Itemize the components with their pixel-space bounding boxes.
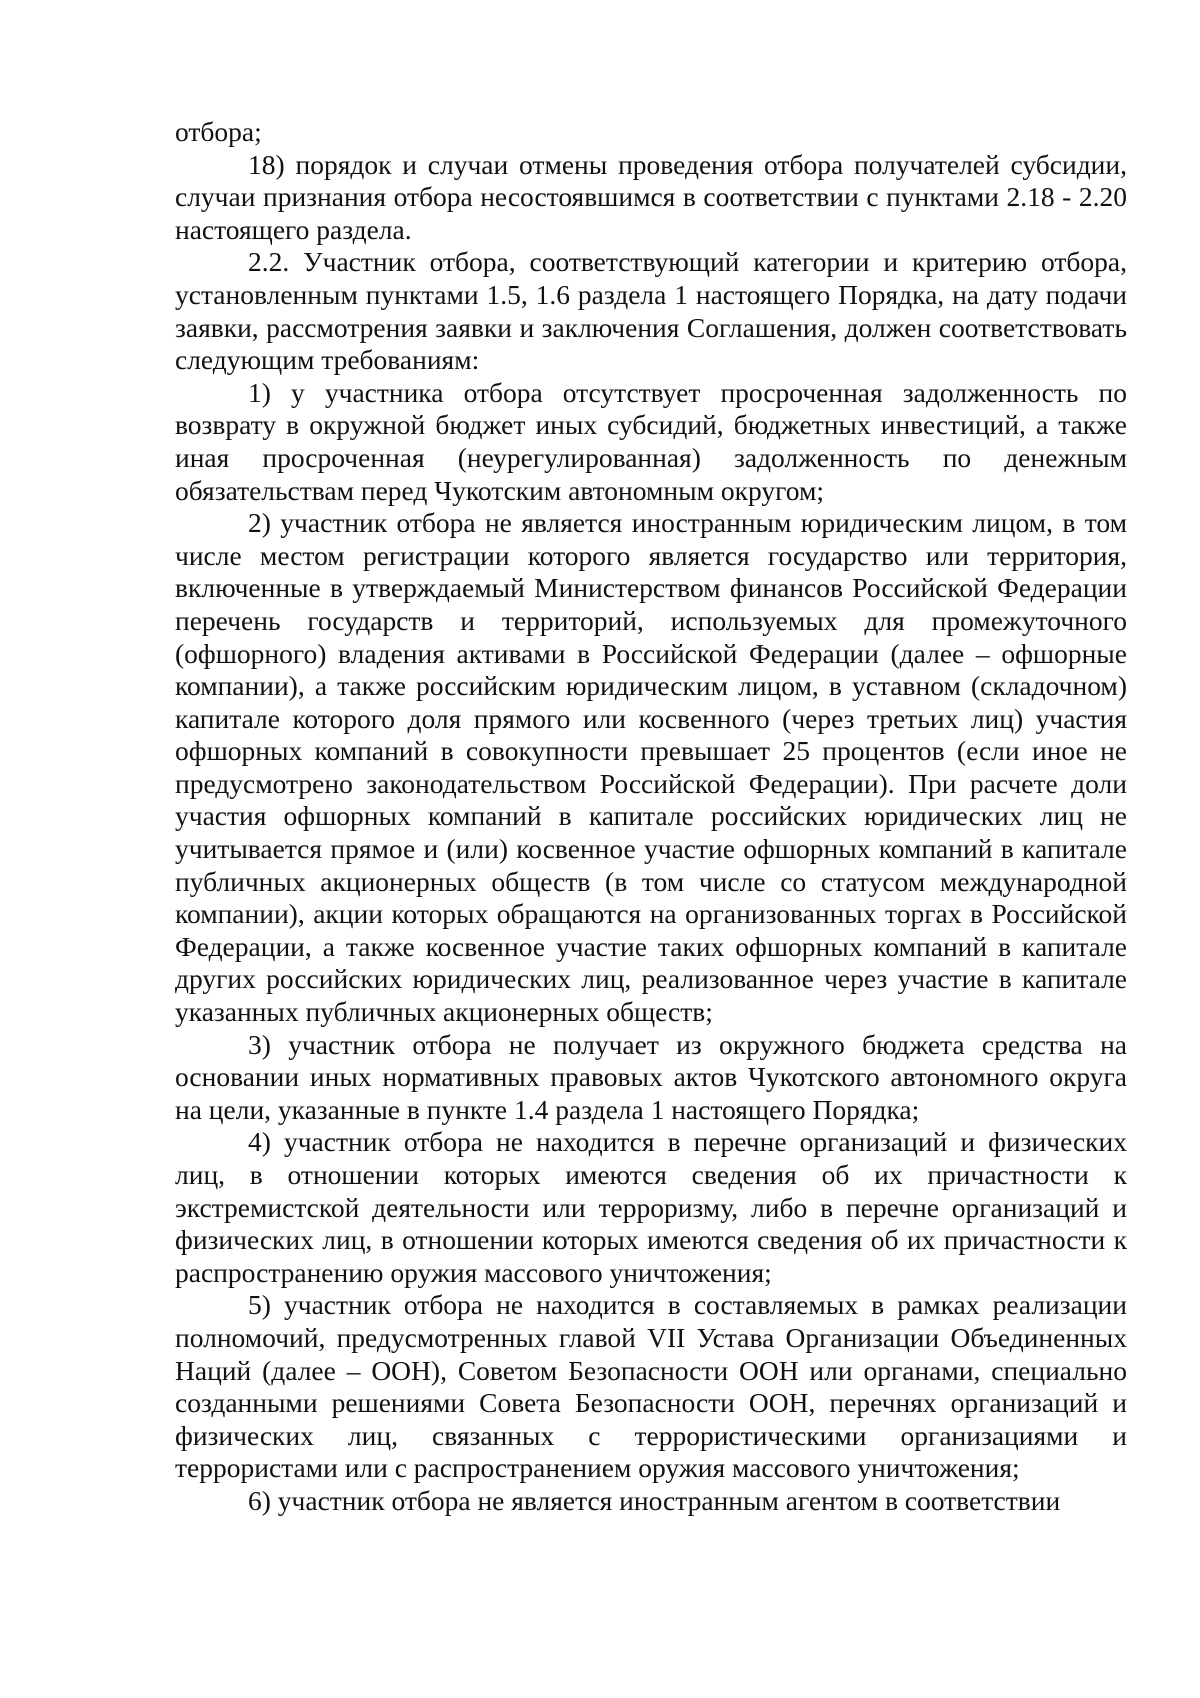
document-page: [175, 116, 1127, 1518]
paragraph-requirement-5: 5) участник отбора не находится в составляемых в рамках реализации полномочий, предусмотренных главой VII Устава Организации Объединенных Наций (далее – ООН), Советом Безопасности ООН или органами, специально созданными решениями Совета Безопасности ООН, перечнях организаций и физических лиц, связанных с террористическими организациями и террористами или с распространением оружия массового уничтожения;: [175, 1289, 1127, 1484]
paragraph-requirement-2: 2) участник отбора не является иностранным юридическим лицом, в том числе местом регистрации которого является государство или территория, включенные в утверждаемый Министерством финансов Российской Федерации перечень государств и территорий, используемых для промежуточного (офшорного) владения активами в Российской Федерации (далее – офшорные компании), а также российским юридическим лицом, в уставном (складочном) капитале которого доля прямого или косвенного (через третьих лиц) участия офшорных компаний в совокупности превышает 25 процентов (если иное не предусмотрено законодательством Российской Федерации). При расчете доли участия офшорных компаний в капитале российских юридических лиц не учитывается прямое и (или) косвенное участие офшорных компаний в капитале публичных акционерных обществ (в том числе со статусом международной компании), акции которых обращаются на организованных торгах в Российской Федерации, а также косвенное участие таких офшорных компаний в капитале других российских юридических лиц, реализованное через участие в капитале указанных публичных акционерных обществ;: [175, 507, 1127, 1028]
paragraph-requirement-6: 6) участник отбора не является иностранным агентом в соответствии: [248, 1484, 1061, 1516]
paragraph-section-2-2: 2.2. Участник отбора, соответствующий категории и критерию отбора, установленным пунктами 1.5, 1.6 раздела 1 настоящего Порядка, на дату подачи заявки, рассмотрения заявки и заключения Соглашения, должен соответствовать следующим требованиям:: [175, 246, 1127, 376]
paragraph-requirement-4: 4) участник отбора не находится в перечне организаций и физических лиц, в отношении которых имеются сведения об их причастности к экстремистской деятельности или терроризму, либо в перечне организаций и физических лиц, в отношении которых имеются сведения об их причастности к распространению оружия массового уничтожения;: [175, 1126, 1127, 1288]
paragraph-item-18: 18) порядок и случаи отмены проведения отбора получателей субсидии, случаи признания отбора несостоявшимся в соответствии с пунктами 2.18 - 2.20 настоящего раздела.: [175, 148, 1127, 245]
paragraph-requirement-3: 3) участник отбора не получает из окружного бюджета средства на основании иных нормативных правовых актов Чукотского автономного округа на цели, указанные в пункте 1.4 раздела 1 настоящего Порядка;: [175, 1028, 1127, 1125]
paragraph-continuation: отбора;: [175, 116, 262, 147]
paragraph-requirement-1: 1) у участника отбора отсутствует просроченная задолженность по возврату в окружной бюджет иных субсидий, бюджетных инвестиций, а также иная просроченная (неурегулированная) задолженность по денежным обязательствам перед Чукотским автономным округом;: [175, 376, 1127, 506]
